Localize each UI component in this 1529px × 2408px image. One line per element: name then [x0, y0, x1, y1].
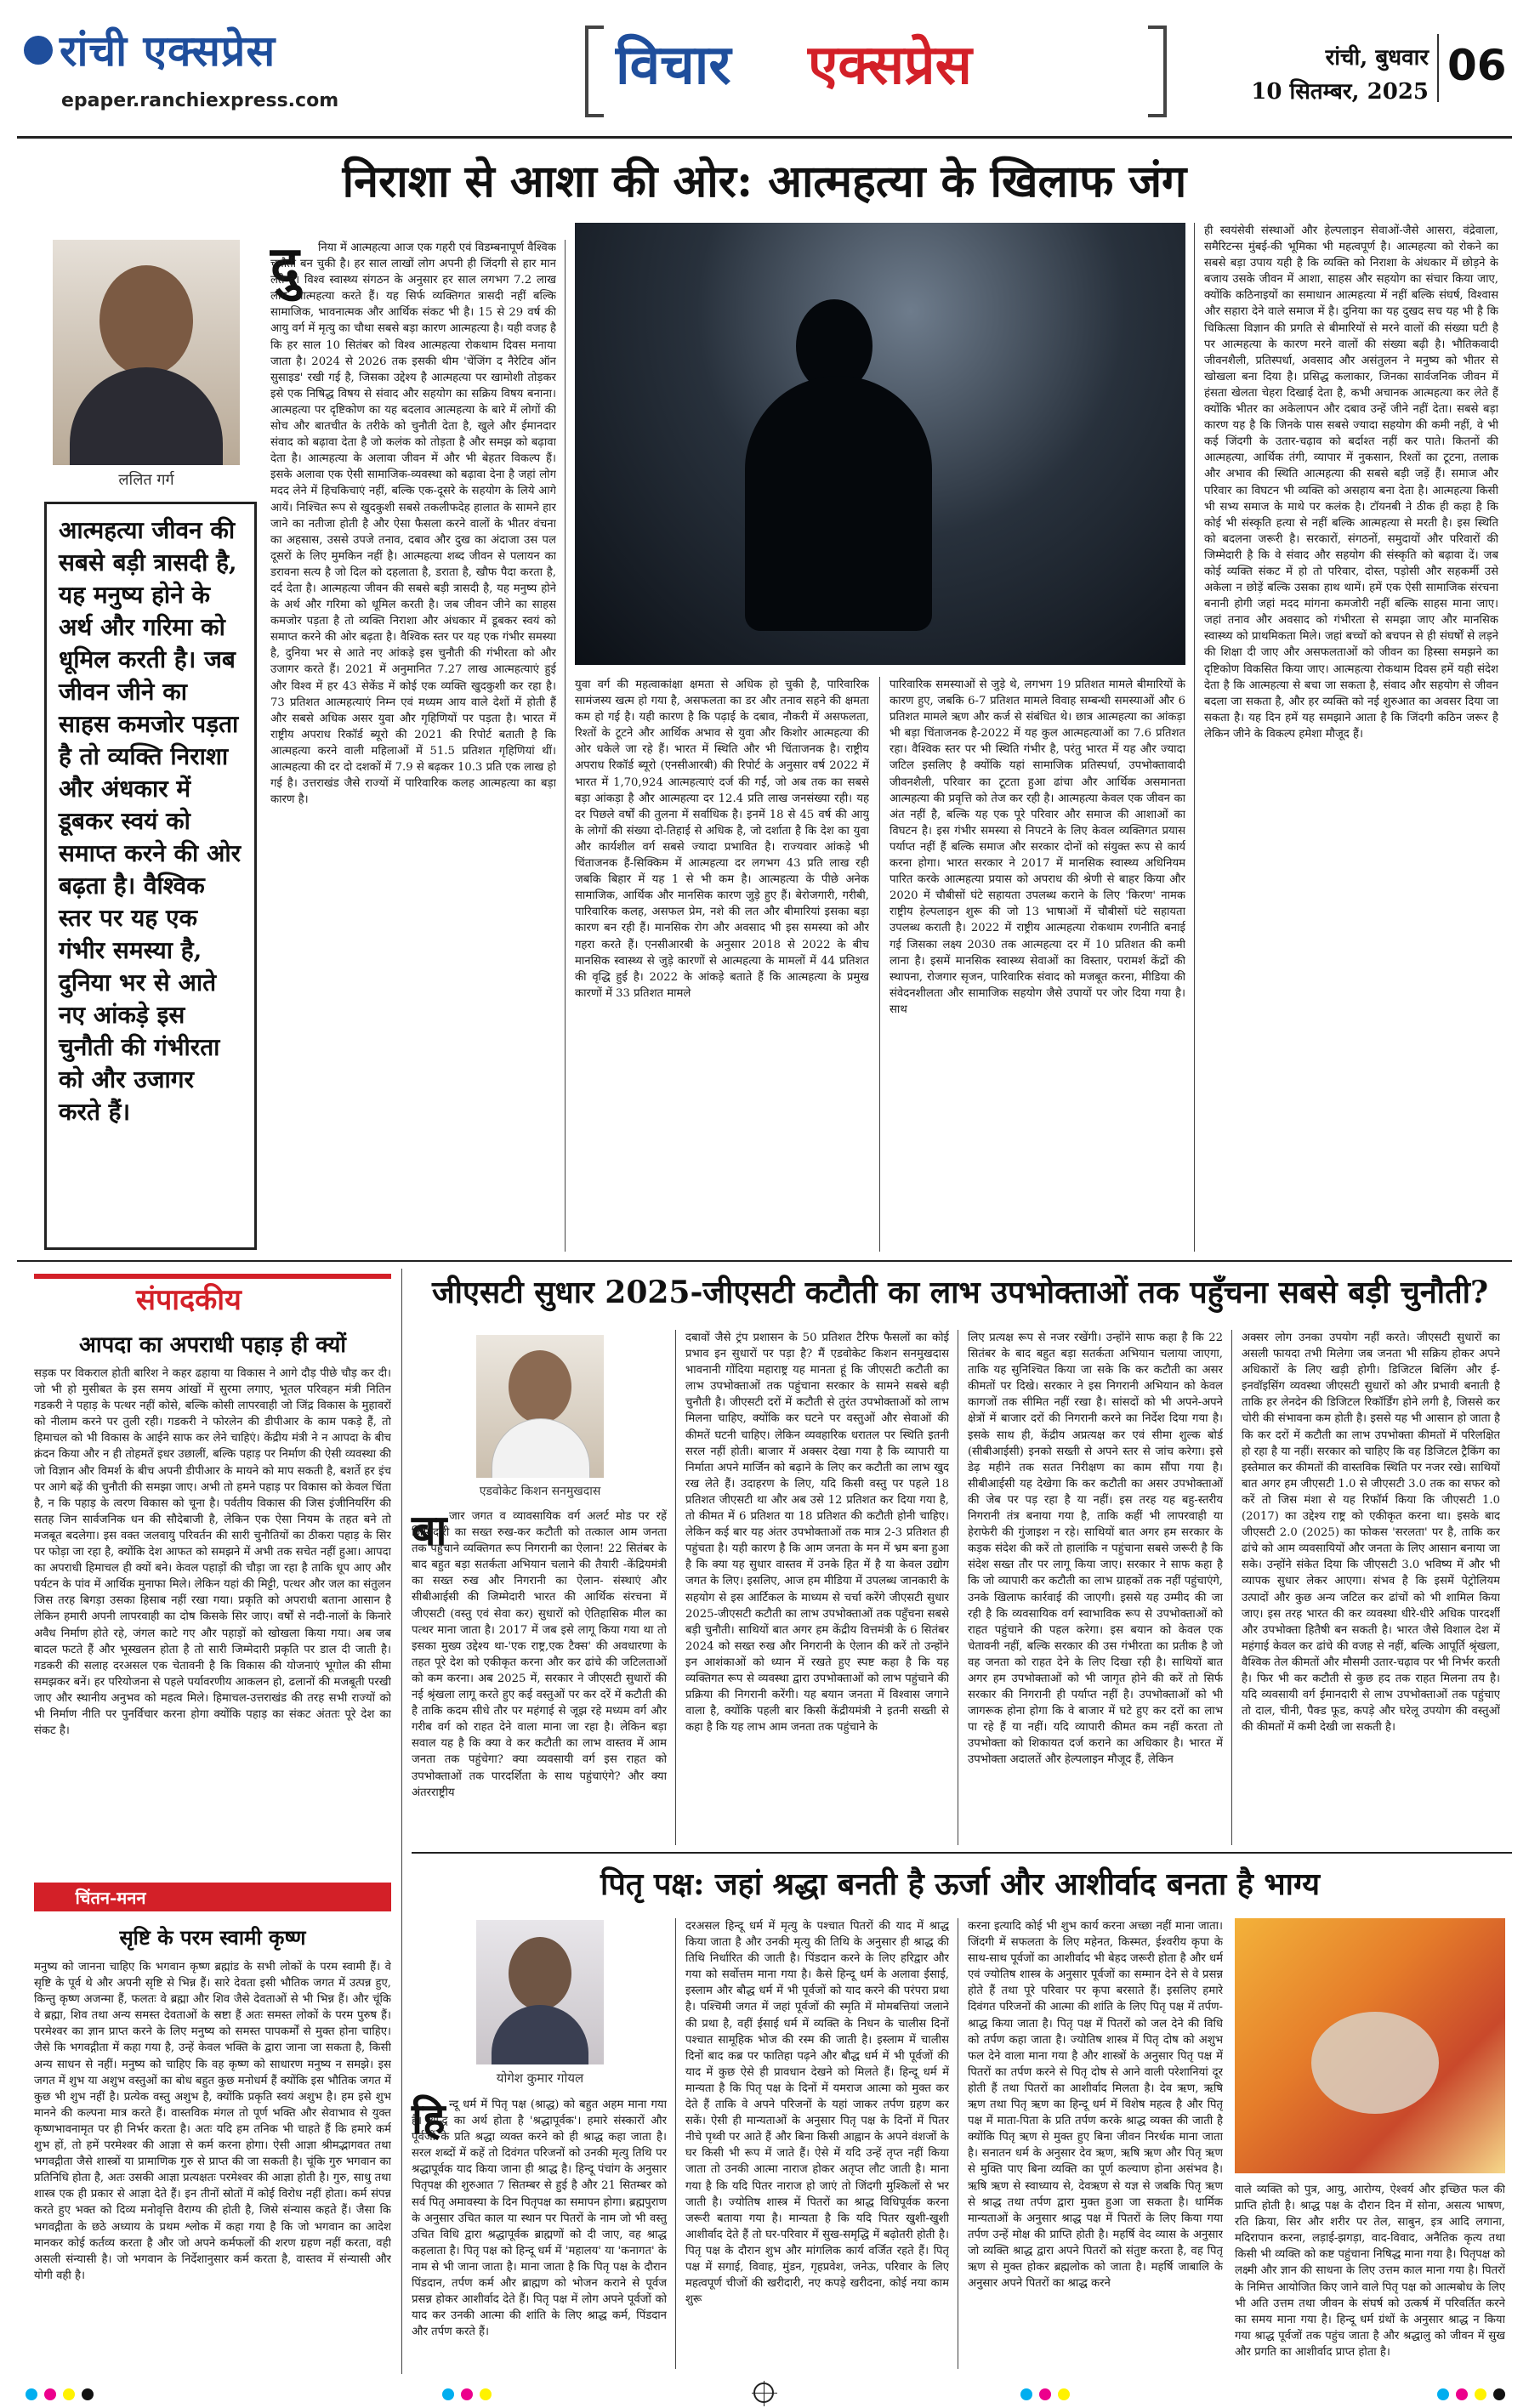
lead-body-col2: युवा वर्ग की महत्वाकांक्षा क्षमता से अधिक हो चुकी है, पारिवारिक सामंजस्य खत्म हो गया है, असफलता का डर और तनाव सहने की क्षमता कम हो गई है। यही कारण है कि पढ़ाई के दबाव, नौकरी में असफलता, रिश्तों के टूटने और आर्थिक अभाव से युवा और किशोर आत्महत्या की ओर धकेले जा रहे हैं। भारत में स्थिति और भी चिंताजनक है। राष्ट्रीय अपराध रिकॉर्ड ब्यूरो (एनसीआरबी) की रिपोर्ट के अनुसार वर्ष 2022 में भारत में 1,70,924 आत्महत्याएं दर्ज की गईं, जो अब तक का सबसे बड़ा आंकड़ा है और आत्महत्या दर 12.4 प्रति लाख जनसंख्या रही। यह दर पिछले वर्षों की तुलना में सर्वाधिक है। इनमें 18 से 45 वर्ष की आयु के लोगों की संख्या दो-तिहाई से अधिक है, जो दर्शाता है कि देश का युवा और कार्यशील वर्ग सबसे ज्यादा प्रभावित है। राज्यवार आंकड़े भी चिंताजनक हैं-सिक्किम में आत्महत्या दर लगभग 43 प्रति लाख रही जबकि बिहार में यह 1 से भी कम है। आत्महत्या के पीछे अनेक सामाजिक, आर्थिक और मानसिक कारण जुड़े हुए हैं। बेरोजगारी, गरीबी, पारिवारिक कलह, असफल प्रेम, नशे की लत और बीमारियां इसका बड़ा कारण बन रही हैं। मानसिक रोग और अवसाद भी इस समस्या को और गहरा करते हैं। एनसीआरबी के अनुसार 2018 से 2022 के बीच मानसिक स्वास्थ्य से जुड़े कारणों से आत्महत्या के मामलों में 44 प्रतिशत की वृद्धि हुई है। 2022 के आंकड़े बताते हैं कि आत्महत्या के प्रमुख कारणों में 33 प्रतिशत मामले: [575, 679, 869, 1000]
editorial-label: संपादकीय: [136, 1283, 242, 1317]
lead-photo-despair: [575, 223, 1185, 665]
gst-body-col2: दबावों जैसे ट्रंप प्रशासन के 50 प्रतिशत टैरिफ फैसलों का कोई प्रभाव इन सुधारों पर पड़ा है? मैं एडवोकेट किशन सनमुखदास भावनानी गोंदिया महाराष्ट्र यह मानता हूं कि जीएसटी कटौती का लाभ उपभोक्ताओं तक पहुंचाना सरकार के सामने सबसे बड़ी चुनौती है। जीएसटी दरों में कटौती से तुरंत उपभोक्ताओं को लाभ मिलना चाहिए, क्योंकि कर घटने पर वस्तुओं और सेवाओं की कीमतें घटनी चाहिए। लेकिन व्यवहारिक धरातल पर स्थिति इतनी सरल नहीं होती। बाजार में अक्सर देखा गया है कि व्यापारी या निर्माता अपने मार्जिन को बढ़ाने के लिए कर कटौती का लाभ खुद रख लेते हैं। उदाहरण के लिए, यदि किसी वस्तु पर पहले 18 प्रतिशत जीएसटी था और अब उसे 12 प्रतिशत कर दिया गया है, तो कीमत में 6 प्रतिशत या 18 प्रतिशत की कटौती होनी चाहिए। लेकिन कई बार यह अंतर उपभोक्ताओं तक मात्र 2-3 प्रतिशत ही पहुंचता है। यही कारण है कि आम जनता के मन में भ्रम बना हुआ है कि क्या यह सुधार वास्तव में उनके हित में है या केवल उद्योग जगत के लिए। इसलिए, आज हम मीडिया में उपलब्ध जानकारी के सहयोग से इस आर्टिकल के माध्यम से चर्चा करेंगे जीएसटी सुधार 2025-जीएसटी कटौती का लाभ उपभोक्ताओं तक पहुँचना सबसे बड़ी चुनौती। साथियों बात अगर हम केंद्रीय वित्तमंत्री के 6 सितंबर 2024 को सख्त रुख और निगरानी के ऐलान की करें तो उन्होंने इन आशंकाओं को ध्यान में रखते हुए स्पष्ट कहा है कि यह व्यक्तिगत रूप से व्यवस्था द्वारा उपभोक्ताओं को लाभ पहुंचाने की प्रक्रिया की निगरानी करेंगी। यह बयान जनता में विश्वास जगाने वाला है, क्योंकि पहली बार किसी केंद्रीयमंत्री ने इतनी सख्ती से कहा है कि यह लाभ आम जनता तक पहुंचाने के: [685, 1332, 949, 1735]
pitru-body-col4: वाले व्यक्ति को पुत्र, आयु, आरोग्य, ऐश्वर्य और इच्छित फल की प्राप्ति होती है। श्राद्ध पक्ष के दौरान दिन में सोना, असत्य भाषण, रति क्रिया, सिर और शरीर पर तेल, साबुन, इत्र आदि लगाना, मदिरापान करना, लड़ाई-झगड़ा, वाद-विवाद, अनैतिक कृत्य तथा किसी भी व्यक्ति को कष्ट पहुंचाना निषिद्ध माना गया है। पितृपक्ष को लक्ष्मी और ज्ञान की साधना के लिए उत्तम काल माना गया है। पितरों के निमित्त आयोजित किए जाने वाले पितृ पक्ष को आत्मबोध के लिए भी अति उत्तम तथा जीवन के संघर्ष को उत्कर्ष में परिवर्तित करने का समय माना गया है। हिन्दू धर्म ग्रंथों के अनुसार श्राद्ध न किया गया श्राद्ध पूर्वजों तक पहुंच जाता है और श्रद्धालु को जीवन में सुख और प्रगति का आशीर्वाद प्राप्त होता है।: [1235, 2184, 1505, 2359]
footer-color-bar: [0, 2381, 1529, 2408]
section-rule-2: [412, 1852, 1512, 1854]
lead-dropcap: दु: [270, 235, 299, 298]
chintan-label: चिंतन-मनन: [75, 1888, 146, 1908]
pitru-photo-offering: [1235, 1918, 1505, 2173]
pitru-author-name: योगेश कुमार गोयल: [496, 2070, 584, 2086]
newspaper-logo[interactable]: रांची एक्सप्रेस: [60, 26, 276, 76]
section-bracket-left: [585, 26, 604, 117]
dateline-city-day: रांची, बुधवार: [1325, 45, 1429, 71]
crosshair-registration-icon: [753, 2382, 774, 2403]
pitru-body-col1: न्दू धर्म में पितृ पक्ष (श्राद्ध) को बहुत अहम माना गया है। श्राद्ध का अर्थ होता है 'श्रद्धापूर्वक'। हमारे संस्कारों और पूर्वजों के प्रति श्रद्धा व्यक्त करने को ही श्राद्ध कहा जाता है। सरल शब्दों में कहें तो दिवंगत परिजनों को उनकी मृत्यु तिथि पर श्रद्धापूर्वक याद किया जाना ही श्राद्ध है। हिन्दू पंचांग के अनुसार पितृपक्ष की शुरुआत 7 सितम्बर से हुई है और 21 सितम्बर को सर्व पितृ अमावस्या के दिन पितृपक्ष का समापन होगा। ब्रह्मपुराण के अनुसार उचित काल या स्थान पर पितरों के नाम जो भी वस्तु उचित विधि द्वारा श्रद्धापूर्वक ब्राह्मणों को दी जाए, वह श्राद्ध कहलाता है। पितृ पक्ष को हिन्दू धर्म में 'महालय' या 'कनागत' के नाम से भी जाना जाता है। माना जाता है कि पितृ पक्ष के दौरान पिंडदान, तर्पण कर्म और ब्राह्मण को भोजन कराने से पूर्वज प्रसन्न होकर आशीर्वाद देते हैं। पितृ पक्ष में लोग अपने पूर्वजों को याद कर उनकी आत्मा की शांति के लिए श्राद्ध कर्म, पिंडदान और तर्पण करते हैं।: [412, 2098, 667, 2339]
page-number: 06: [1447, 41, 1507, 90]
editorial-body: सड़क पर विकराल होती बारिश ने कहर ढहाया या विकास ने आगे दौड़ पीछे चौड़ कर दी। जो भी हो मुसीबत के इस समय आंखों में सुरमा लगाए, भूतल परिवहन मंत्री नितिन गडकरी ने पहाड़ के पत्थर नहीं कोसे, बल्कि कोसी लापरवाही जो जिंद्र विकास के मुहावरों को नीलाम करने पर तुली रही। गडकरी ने फोरलेन की डीपीआर के काम पकड़े हैं, तो हिमाचल को भी विकास के आईने साफ कर लेने चाहिएं। केंद्रीय मंत्री ने न आपदा के बीच क्रंदन किया और न ही तोहमतें इधर उछालीं, बल्कि पहाड़ पर निर्माण की ऐसी व्यवस्था की जो विज्ञान और विमर्श के बीच अपनी डीपीआर के मायने को माप सकती है, बशर्ते हर इंच पर आगे बढ़ें की चुनौती की समझा जाए। अभी तो हमने पहाड़ पर विकास को केवल चिंता है, न कि पहाड़ के त्वरण विकास को चूना है। पर्वतीय विकास की जिस इंजीनियरिंग की सतह जिन सार्वजनिक धन की सौदेबाजी है, लेकिन एक ऐसा नियम के तहत बने तो मजबूत बदलेगा। इस वक्त जलवायु परिवर्तन की सारी चुनौतियों का ठीकरा पहाड़ के सिर पर फोड़ा जा रहा है, क्योंकि देश आफत को समझने में अभी तक सचेत नहीं हुआ। आपदा का अपराधी हिमाचल ही क्यों बने। केवल पहाड़ों की चौड़ा जा रहा है ताकि धूप आए और पर्यटन के पांव में आर्थिक मुनाफा मिले। लेकिन यहां की मिट्टी, पत्थर और जल का संतुलन जिस तरह बिगड़ा उसका हिसाब नहीं रखा गया। प्रकृति को अपराधी बताना आसान है लेकिन हमारी अपनी लापरवाही का दोष किसके सिर जाए। वर्षों से नदी-नालों के किनारे अवैध निर्माण होते रहे, जंगल काटे गए और पहाड़ों को खोखला किया गया। अब जब बादल फटते हैं और भूस्खलन होता है तो सारी जिम्मेदारी प्रकृति पर डाल दी जाती है। गडकरी की सलाह दरअसल एक चेतावनी है कि विकास की योजनाएं भूगोल की सीमा समझकर बनें। हर परियोजना से पहले पर्यावरणीय आकलन हो, ढलानों की मजबूती परखी जाए और स्थानीय अनुभव को महत्व मिले। हिमाचल-उत्तराखंड की तरह सभी राज्यों को भी निर्माण नीति पर पुनर्विचार करना होगा क्योंकि पहाड़ का संकट अंततः पूरे देश का संकट है।: [34, 1367, 391, 1738]
gst-body-col3: लिए प्रत्यक्ष रूप से नजर रखेंगी। उन्होंने साफ कहा है कि 22 सितंबर के बाद बहुत बड़ा सतर्कता अभियान चलाया जाएगा, ताकि यह सुनिश्चित किया जा सके कि कर कटौती का असर कीमतों पर दिखे। सरकार ने इस निगरानी अभियान को केवल कागजों तक सीमित नहीं रखा है। सांसदों को भी अपने-अपने क्षेत्रों में बाजार दरों की निगरानी करने का निर्देश दिया गया है। इसके साथ ही, केंद्रीय अप्रत्यक्ष कर एवं सीमा शुल्क बोर्ड (सीबीआईसी) इनको सख्ती से अपने स्तर से जांच करेगा। इसे डेढ़ महीने तक सतत निरीक्षण का काम सौंपा गया है। सीबीआईसी यह देखेगा कि कर कटौती का असर उपभोक्ताओं की जेब पर पड़ रहा है या नहीं। इस तरह यह बहु-स्तरीय निगरानी तंत्र बनाया गया है, ताकि कहीं भी लापरवाही या हेराफेरी की गुंजाइश न रहे। साथियों बात अगर हम सरकार के कड़क संदेश की करें तो हालांकि न पहुंचाना सबसे जरूरी है कि संदेश सख्त तौर पर लागू किया जाए। सरकार ने साफ कहा है कि जो व्यापारी कर कटौती का लाभ ग्राहकों तक नहीं पहुंचाएंगे, उनके खिलाफ कार्रवाई की जाएगी। इससे यह उम्मीद की जा रही है कि व्यवसायिक वर्ग स्वाभाविक रूप से उपभोक्ताओं को राहत पहुंचाने की पहल करेगा। इस बयान को केवल एक चेतावनी नहीं, बल्कि सरकार की उस गंभीरता का प्रतीक है जो वह जनता को राहत देने के लिए दिखा रही है। साथियों बात अगर हम उपभोक्ताओं को भी जागृत होने की करें तो सिर्फ सरकार की निगरानी ही पर्याप्त नहीं है। उपभोक्ताओं को भी जागरूक होना होगा कि वे बाजार में घटे हुए कर दरों का लाभ पा रहे हैं या नहीं। यदि व्यापारी कीमत कम नहीं करता तो उपभोक्ता को शिकायत दर्ज कराने का अधिकार है। भारत में उपभोक्ता अदालतें और हेल्पलाइन मौजूद हैं, लेकिन: [968, 1332, 1223, 1767]
gst-body-col4: अक्सर लोग उनका उपयोग नहीं करते। जीएसटी सुधारों का असली फायदा तभी मिलेगा जब जनता भी सक्रिय होकर अपने अधिकारों के लिए खड़ी होगी। डिजिटल बिलिंग और ई-इनवॉइसिंग व्यवस्था जीएसटी सुधारों को और प्रभावी बनाती है ताकि हर लेनदेन की डिजिटल रिकॉर्डिंग होने लगी है, जिससे कर चोरी की संभावना कम होती है। इससे यह भी आसान हो जाता है कि कर दरों में कटौती का लाभ उपभोक्ता कीमतों में परिलक्षित हो रहा है या नहीं। सरकार को चाहिए कि वह डिजिटल ट्रैकिंग का इस्तेमाल कर कीमतों की वास्तविक स्थिति पर नजर रखे। साथियों बात अगर हम जीएसटी 1.0 से जीएसटी 3.0 तक का सफर को करें तो जिस मंशा से यह रिफॉर्म किया कि जीएसटी 1.0 (2017) का उद्देश्य राष्ट्र को एकीकृत करना था। इसके बाद जीएसटी 2.0 (2025) का फोकस 'सरलता' पर है, ताकि कर ढांचे को आम व्यवसायियों और जनता के लिए आसान बनाया जा सके। उन्होंने संकेत दिया कि जीएसटी 3.0 भविष्य में और भी व्यापक सुधार लेकर आएगा। संभव है कि इसमें पेट्रोलियम उत्पादों और कुछ अन्य जटिल कर ढांचों को भी शामिल किया जाए। इस तरह भारत की कर व्यवस्था धीरे-धीरे अधिक पारदर्शी और उपभोक्ता हितैषी बन सकती है। भारत जैसे विशाल देश में महंगाई केवल कर ढांचे की वजह से नहीं, बल्कि आपूर्ति श्रृंखला, वैश्विक तेल कीमतों और मौसमी उतार-चढ़ाव पर भी निर्भर करती है। फिर भी कर कटौती से कुछ हद तक राहत मिलना तय है। यदि व्यवसायी वर्ग ईमानदारी से लाभ उपभोक्ताओं तक पहुंचाए तो दाल, चीनी, पैक्ड फूड, कपड़े और घरेलू उपयोग की वस्तुओं की कीमतों में कमी देखी जा सकती है।: [1242, 1332, 1500, 1735]
section-rule-1: [17, 1260, 1512, 1262]
dateline-date: 10 सितम्बर, 2025: [1251, 79, 1429, 105]
lead-pullquote: आत्महत्या जीवन की सबसे बड़ी त्रासदी है, यह मनुष्य होने के अर्थ और गरिमा को धूमिल करती है। जब जीवन जीने का साहस कमजोर पड़ता है तो व्यक्ति निराशा और अंधकार में डूबकर स्वयं को समाप्त करने की ओर बढ़ता है। वैश्विक स्तर पर यह एक गंभीर समस्या है, दुनिया भर से आते नए आंकड़े इस चुनौती की गंभीरता को और उजागर करते हैं।: [44, 502, 257, 1250]
pitru-dropcap: हि: [412, 2093, 446, 2144]
chintan-headline: सृष्टि के परम स्वामी कृष्ण: [119, 1925, 306, 1950]
pitru-body-col2: दरअसल हिन्दू धर्म में मृत्यु के पश्चात पितरों की याद में श्राद्ध किया जाता है और उनकी मृत्यु की तिथि के अनुसार ही श्राद्ध की तिथि निर्धारित की जाती है। पिंडदान करने के लिए हरिद्वार और गया को सर्वोत्तम माना गया है। कैसे हिन्दू धर्म के अलावा ईसाई, इस्लाम और बौद्ध धर्म में भी पूर्वजों को याद करने की परंपरा प्रथा है। पश्चिमी जगत में जहां पूर्वजों की स्मृति में मोमबत्तियां जलाने की प्रथा है, वहीं ईसाई धर्म में व्यक्ति के निधन के चालीस दिनों पश्चात सामूहिक भोज की रस्म की जाती है। इस्लाम में चालीस दिनों बाद कब्र पर फातिहा पढ़ने और बौद्ध धर्म में भी पूर्वजों की याद में कुछ ऐसे ही प्रावधान देखने को मिलते हैं। हिन्दू धर्म में मान्यता है कि पितृ पक्ष के दिनों में यमराज आत्मा को मुक्त कर देते हैं ताकि वे अपने परिजनों के यहां जाकर तर्पण ग्रहण कर सकें। ऐसी ही मान्यताओं के अनुसार पितृ पक्ष के दिनों में पितर नीचे पृथ्वी पर आते हैं और बिना किसी आह्वान के अपने वंशजों के घर किसी भी रूप में जाते हैं। ऐसे में यदि उन्हें तृप्त नहीं किया जाता तो उनकी आत्मा नाराज होकर अतृप्त लौट जाती है। माना गया है कि यदि पितर नाराज हो जाएं तो जिंदगी मुश्किलों से भर जाती है। ज्योतिष शास्त्र में पितरों का श्राद्ध विधिपूर्वक करना जरूरी बताया गया है। मान्यता है कि यदि पितर खुशी-खुशी आशीर्वाद देते हैं तो घर-परिवार में सुख-समृद्धि में बढ़ोतरी होती है। पितृ पक्ष के दौरान शुभ और मांगलिक कार्य वर्जित रहते हैं। पितृ पक्ष में सगाई, विवाह, मुंडन, गृहप्रवेश, जनेऊ, परिवार के लिए महत्वपूर्ण चीजों की खरीदारी, नए कपड़े खरीदना, कोई नया काम शुरू: [685, 1920, 949, 2307]
gst-dropcap: बा: [412, 1505, 447, 1555]
section-title-left: विचार: [616, 33, 731, 97]
gst-author-photo: [476, 1335, 604, 1478]
pitru-headline: पितृ पक्ष: जहां श्रद्धा बनती है ऊर्जा और आशीर्वाद बनता है भाग्य: [600, 1866, 1320, 1902]
gst-author-name: एडवोकेट किशन सनमुखदास: [479, 1485, 601, 1498]
epaper-url[interactable]: epaper.ranchiexpress.com: [61, 90, 339, 111]
gst-body-col1: जार जगत व व्यावसायिक वर्ग अलर्ट मोड पर रहें जिम्मेदारी का सख्त रुख-कर कटौती को तत्काल आम जनता तक पहुंचाने व्यक्तिगत रूप निगरानी का ऐलान! 22 सितंबर के बाद बहुत बड़ा सतर्कता अभियान चलाने की तैयारी -केंद्रियमंत्री का सख्त रुख और निगरानी का ऐलान- संस्थाएं और सीबीआईसी की जिम्मेदारी भारत की आर्थिक संरचना में जीएसटी (वस्तु एवं सेवा कर) सुधारों को ऐतिहासिक मील का पत्थर माना जाता है। 2017 में जब इसे लागू किया गया था तो इसका मुख्य उद्देश्य था-'एक राष्ट्र,एक टैक्स' की अवधारणा के तहत पूरे देश को एकीकृत करना और कर ढांचे की जटिलताओं को कम करना। अब 2025 में, सरकार ने जीएसटी सुधारों की नई श्रृंखला लागू करते हुए कई वस्तुओं पर कर दरें में कटौती की है ताकि कदम सीधे तौर पर महंगाई से जूझ रहे मध्यम वर्ग और गरीब वर्ग को राहत देने वाला माना जा रहा है। लेकिन बड़ा सवाल यह है कि क्या वे कर कटौती का लाभ वास्तव में आम जनता तक पहुंचेगा? क्या व्यवसायी वर्ग इस राहत को उपभोक्ताओं तक पारदर्शिता के साथ पहुंचाएंगे? और क्या अंतरराष्ट्रीय: [412, 1510, 667, 1799]
page-divider: [1437, 34, 1439, 102]
masthead: [0, 0, 1529, 136]
logo-emblem-icon: [24, 36, 53, 65]
lead-author-photo: [53, 240, 240, 465]
pitru-author-photo: [476, 1920, 604, 2064]
section-title-right: एक्सप्रेस: [808, 33, 972, 97]
section-bracket-right: [1148, 26, 1167, 117]
lead-body-col1: निया में आत्महत्या आज एक गहरी एवं विडम्बनापूर्ण वैश्विक चुनौती बन चुकी है। हर साल लाखों लोग अपनी ही जिंदगी से हार मान लेते हैं। विश्व स्वास्थ्य संगठन के अनुसार हर साल लगभग 7.2 लाख लोग आत्महत्या करते हैं। यह सिर्फ व्यक्तिगत त्रासदी नहीं बल्कि सामाजिक, भावनात्मक और आर्थिक संकट भी है। 15 से 29 वर्ष की आयु वर्ग में मृत्यु का चौथा सबसे बड़ा कारण आत्महत्या है। यही वजह है कि हर साल 10 सितंबर को विश्व आत्महत्या रोकथाम दिवस मनाया जाता है। 2024 से 2026 तक इसकी थीम 'चेंजिंग द नैरेटिव ऑन सुसाइड' रखी गई है, जिसका उद्देश्य है आत्महत्या पर खामोशी तोड़कर इसे एक निषिद्ध विषय से संवाद और सहयोग का सक्रिय विषय बनाना। आत्महत्या पर दृष्टिकोण का यह बदलाव आत्महत्या के बारे में लोगों की सोच और बातचीत के तरीके को चुनौती देता है, खुले और ईमानदार संवाद को बढ़ावा देता है जो कलंक को तोड़ता है और समझ को बढ़ावा देता है। आत्महत्या के अलावा जीवन में और भी बेहतर विकल्प हैं। इसके अलावा एक ऐसी सामाजिक-व्यवस्था को बढ़ावा देना है जहां लोग मदद लेने में हिचकिचाएं नहीं, बल्कि एक-दूसरे के सहयोग के लिये आगे आयें। निश्चित रूप से खुदकुशी सबसे तकलीफदेह हालात के सामने हार जाने का नतीजा होती है और ऐसा फैसला करने वालों के भीतर वंचना का अहसास, उससे उपजे तनाव, दबाव और दुख का अंदाजा उस पल दूसरों के लिए मुमकिन नहीं है। आत्महत्या शब्द जीवन से पलायन का डरावना सत्य है जो दिल को दहलाता है, डराता है, खौफ पैदा करता है, दर्द देता है। आत्महत्या जीवन की सबसे बड़ी त्रासदी है, यह मनुष्य होने के अर्थ और गरिमा को धूमिल करती है। जब जीवन जीने का साहस कमजोर पड़ता है तो व्यक्ति निराशा और अंधकार में डूबकर स्वयं को समाप्त करने की ओर बढ़ता है। वैश्विक स्तर पर यह एक गंभीर समस्या है, दुनिया भर से आते नए आंकड़े इस चुनौती की गंभीरता को और उजागर करते हैं। 2021 में अनुमानित 7.27 लाख आत्महत्याएं हुई और विश्व में हर 43 सेकेंड में कोई एक व्यक्ति खुदकुशी कर रहा है। 73 प्रतिशत आत्महत्याएं निम्न एवं मध्यम आय वाले देशों में होती हैं और सबसे अधिक असर युवा और गृहिणियों पर पड़ता है। भारत में राष्ट्रीय अपराध रिकॉर्ड ब्यूरो की 2021 की रिपोर्ट बताती है कि आत्महत्या करने वाली महिलाओं में 51.5 प्रतिशत गृहिणियां थीं। आत्महत्या की दर दो दशकों में 7.9 से बढ़कर 10.3 प्रति एक लाख हो गई है। उत्तराखंड जैसे राज्यों में पारिवारिक कलह आत्महत्या का बड़ा कारण है।: [270, 241, 556, 807]
gst-headline: जीएसटी सुधार 2025-जीएसटी कटौती का लाभ उपभोक्ताओं तक पहुँचना सबसे बड़ी चुनौती?: [431, 1275, 1489, 1310]
lead-author-name: ललित गर्ग: [118, 471, 174, 489]
lead-headline: निराशा से आशा की ओर: आत्महत्या के खिलाफ जंग: [342, 156, 1187, 207]
lead-body-col3: पारिवारिक समस्याओं से जुड़े थे, लगभग 19 प्रतिशत मामले बीमारियों के कारण हुए, जबकि 6-7 प्रतिशत मामले विवाह सम्बन्धी समस्याओं और 6 प्रतिशत मामले ऋण और कर्ज से संबंधित थे। छात्र आत्महत्या का आंकड़ा भी बड़ा चिंताजनक है-2022 में यह कुल आत्महत्याओं का 7.6 प्रतिशत रहा। वैश्विक स्तर पर भी स्थिति गंभीर है, परंतु भारत में यह और ज्यादा जटिल इसलिए है क्योंकि यहां सामाजिक प्रतिस्पर्धा, उपभोक्तावादी जीवनशैली, परिवार का टूटता हुआ ढांचा और आर्थिक असमानता आत्महत्या की प्रवृत्ति को तेज कर रही है। आत्महत्या केवल एक जीवन का अंत नहीं है, बल्कि यह एक पूरे परिवार और समाज की आशाओं का विघटन है। इस गंभीर समस्या से निपटने के लिए केवल व्यक्तिगत प्रयास पर्याप्त नहीं हैं बल्कि समाज और सरकार दोनों को संयुक्त रूप से कार्य करना होगा। भारत सरकार ने 2017 में मानसिक स्वास्थ्य अधिनियम पारित करके आत्महत्या प्रयास को अपराध की श्रेणी से बाहर किया और 2020 में चौबीसों घंटे सहायता उपलब्ध कराने के लिए 'किरण' नामक राष्ट्रीय हेल्पलाइन शुरू की जो 13 भाषाओं में चौबीसों घंटे सहायता उपलब्ध कराती है। 2022 में राष्ट्रीय आत्महत्या रोकथाम रणनीति बनाई गई जिसका लक्ष्य 2030 तक आत्महत्या दर में 10 प्रतिशत की कमी लाना है। इसमें मानसिक स्वास्थ्य सेवाओं का विस्तार, परामर्श केंद्रों की स्थापना, रोजगार सृजन, पारिवारिक संवाद को मजबूत करना, मीडिया की संवेदनशीलता और सामाजिक सहयोग जैसे उपायों पर जोर दिया गया है। साथ: [890, 679, 1185, 1016]
lead-body-col4: ही स्वयंसेवी संस्थाओं और हेल्पलाइन सेवाओं-जैसे आसरा, वंद्रेवाला, समैरिटन्स मुंबई-की भूमिका भी महत्वपूर्ण है। आत्महत्या को रोकने का सबसे बड़ा उपाय यही है कि व्यक्ति को निराशा के अंधकार में छोड़ने के बजाय उसके जीवन में आशा, साहस और सहयोग का संचार किया जाए, क्योंकि कठिनाइयों का समाधान आत्महत्या में नहीं बल्कि संघर्ष, विश्वास और सहारा देने वाले समाज में है। दुनिया का यह दुखद सच यह भी है कि चिकित्सा विज्ञान की प्रगति से बीमारियों से मरने वालों की संख्या घटी है पर आत्महत्या के कारण मरने वालों की संख्या बढ़ी है। भौतिकवादी जीवनशैली, प्रतिस्पर्धा, अवसाद और असंतुलन ने मनुष्य को भीतर से खोखला बना दिया है। प्रसिद्ध कलाकार, जिनका सार्वजनिक जीवन में हंसता खेलता चेहरा दिखाई देता है, कभी अचानक आत्महत्या कर लेते हैं क्योंकि भीतर का अकेलापन और दबाव उन्हें जीने नहीं देता। सबसे बड़ा कारण यह है कि जिनके पास सबसे ज्यादा सहयोग की कमी नहीं, वे भी कई जिंदगी के उतार-चढ़ाव को बर्दाश्त नहीं कर पाते। कितनों की आत्महत्या, आर्थिक तंगी, व्यापार में नुकसान, रिश्तों का टूटना, तलाक और अभाव की स्थिति आत्महत्या की सबसे बड़ी जड़ें हैं। समाज और परिवार का विघटन भी व्यक्ति को असहाय बना देता है। आत्महत्या किसी भी सभ्य समाज के माथे पर कलंक है। टॉयनबी ने ठीक ही कहा है कि कोई भी संस्कृति हत्या से नहीं बल्कि आत्महत्या से मरती है। इस स्थिति को बदलना जरूरी है। सरकारों, संगठनों, समुदायों और परिवारों की जिम्मेदारी है कि वे संवाद और सहयोग की संस्कृति को बढ़ावा दें। जब कोई व्यक्ति संकट में हो तो परिवार, दोस्त, पड़ोसी और सहकर्मी उसे अकेला न छोड़ें बल्कि उसका हाथ थामें। हमें एक ऐसी सामाजिक संरचना बनानी होगी जहां मदद मांगना कमजोरी नहीं बल्कि साहस माना जाए। जहां तनाव और अवसाद को गंभीरता से समझा जाए और मानसिक स्वास्थ्य को प्राथमिकता मिले। जहां बच्चों को बचपन से ही संघर्षों से लड़ने की शिक्षा दी जाए और असफलताओं को जीवन का हिस्सा समझने का दृष्टिकोण विकसित किया जाए। आत्महत्या रोकथाम दिवस हमें यही संदेश देता है कि आत्महत्या से बचा जा सकता है, संवाद और सहयोग से जीवन बदला जा सकता है, और हर व्यक्ति को नई शुरुआत का अवसर दिया जा सकता है। यह दिन हमें यह समझाने आता है कि जिंदगी कठिन जरूर है लेकिन जीने के विकल्प हमेशा मौजूद हैं।: [1204, 224, 1498, 741]
pitru-body-col3: करना इत्यादि कोई भी शुभ कार्य करना अच्छा नहीं माना जाता। जिंदगी में सफलता के लिए महेनत, किस्मत, ईश्वरीय कृपा के साथ-साथ पूर्वजों का आशीर्वाद भी बेहद जरूरी होता है और धर्म एवं ज्योतिष शास्त्र के अनुसार पूर्वजों का सम्मान देने से वे प्रसन्न होते हैं तथा पूरे परिवार पर कृपा बरसाते हैं। इसलिए हमारे दिवंगत परिजनों की आत्मा की शांति के लिए पितृ पक्ष में तर्पण-श्राद्ध किया जाता है। पितृ पक्ष में पितरों को जल देने की विधि को तर्पण कहा जाता है। ज्योतिष शास्त्र में पितृ दोष को अशुभ फल देने वाला माना गया है और शास्त्रों के अनुसार पितृ पक्ष में पितरों का तर्पण करने से पितृ दोष से आने वाली परेशानियां दूर होती हैं तथा पितरों का आशीर्वाद मिलता है। देव ऋण, ऋषि ऋण तथा पितृ ऋण का हिन्दू धर्म में विशेष महत्व है और पितृ पक्ष में माता-पिता के प्रति तर्पण करके श्राद्ध व्यक्त की जाती है क्योंकि पितृ ऋण से मुक्त हुए बिना जीवन निरर्थक माना जाता है। सनातन धर्म के अनुसार देव ऋण, ऋषि ऋण और पितृ ऋण से मुक्ति पाए बिना व्यक्ति का पूर्ण कल्याण होना असंभव है। ऋषि ऋण से स्वाध्याय से, देवऋण से यज्ञ से जबकि पितृ ऋण से श्राद्ध तथा तर्पण द्वारा मुक्त हुआ जा सकता है। धार्मिक मान्यताओं के अनुसार श्राद्ध पक्ष में पितरों के लिए किया गया तर्पण उन्हें मोक्ष की प्राप्ति होती है। महर्षि वेद व्यास के अनुसार जो व्यक्ति श्राद्ध द्वारा अपने पितरों को संतुष्ट करता है, वह पितृ ऋण से मुक्त होकर ब्रह्मलोक को जाता है। महर्षि जाबालि के अनुसार अपने पितरों का श्राद्ध करने: [968, 1920, 1223, 2291]
chintan-body: मनुष्य को जानना चाहिए कि भगवान कृष्ण ब्रह्मांड के सभी लोकों के परम स्वामी हैं। वे सृष्टि के पूर्व थे और अपनी सृष्टि से भिन्न हैं। सारे देवता इसी भौतिक जगत में उत्पन्न हुए, किन्तु कृष्ण अजन्मा हैं, फलतः वे ब्रह्मा और शिव जैसे देवताओं से भी भिन्न हैं। और चूंकि वे ब्रह्मा, शिव तथा अन्य समस्त देवताओं के स्रष्टा हैं अतः समस्त लोकों के परम पुरुष हैं। परमेश्वर का ज्ञान प्राप्त करने के लिए मनुष्य को समस्त पापकर्मों से मुक्त होना चाहिए। जैसे कि भगवद्गीता में कहा गया है, उन्हें केवल भक्ति के द्वारा जाना जा सकता है, किसी अन्य साधन से नहीं। मनुष्य को चाहिए कि वह कृष्ण को साधारण मनुष्य न समझे। इस जगत में शुभ या अशुभ वस्तुओं का बोध बहुत कुछ मनोधर्म हैं क्योंकि इस भौतिक जगत में कुछ भी शुभ नहीं है। प्रत्येक वस्तु अशुभ है, क्योंकि प्रकृति स्वयं अशुभ है। हम इसे शुभ मानने की कल्पना मात्र करते हैं। वास्तविक मंगल तो पूर्ण भक्ति और सेवाभाव से युक्त कृष्णभावनामृत पर ही निर्भर करता है। अतः यदि हम तनिक भी चाहते हैं कि हमारे कर्म शुभ हों, तो हमें परमेश्वर की आज्ञा से कर्म करना होगा। ऐसी आज्ञा श्रीमद्भागवत तथा भगवद्गीता जैसे शास्त्रों या प्रामाणिक गुरु से प्राप्त की जा सकती है। चूंकि गुरु भगवान का प्रतिनिधि होता है, अतः उसकी आज्ञा प्रत्यक्षतः परमेश्वर की आज्ञा होती है। गुरु, साधु तथा शास्त्र एक ही प्रकार से आज्ञा देते हैं। इन तीनों स्रोतों में कोई विरोध नहीं होता। कर्म संपन्न करते हुए भक्त को दिव्य मनोवृत्ति वैराग्य की होती है, जिसे संन्यास कहते हैं। जैसा कि भगवद्गीता के छठे अध्याय के प्रथम श्लोक में कहा गया है कि जो भगवान का आदेश मानकर कोई कर्तव्य करता है और जो अपने कर्मफलों की शरण ग्रहण नहीं करता, वही असली संन्यासी है। जो भगवान के निर्देशानुसार कर्म करता है, वास्तव में संन्यासी और योगी वही है।: [34, 1961, 391, 2282]
masthead-rule: [17, 136, 1512, 139]
editorial-headline: आपदा का अपराधी पहाड़ ही क्यों: [78, 1332, 347, 1358]
